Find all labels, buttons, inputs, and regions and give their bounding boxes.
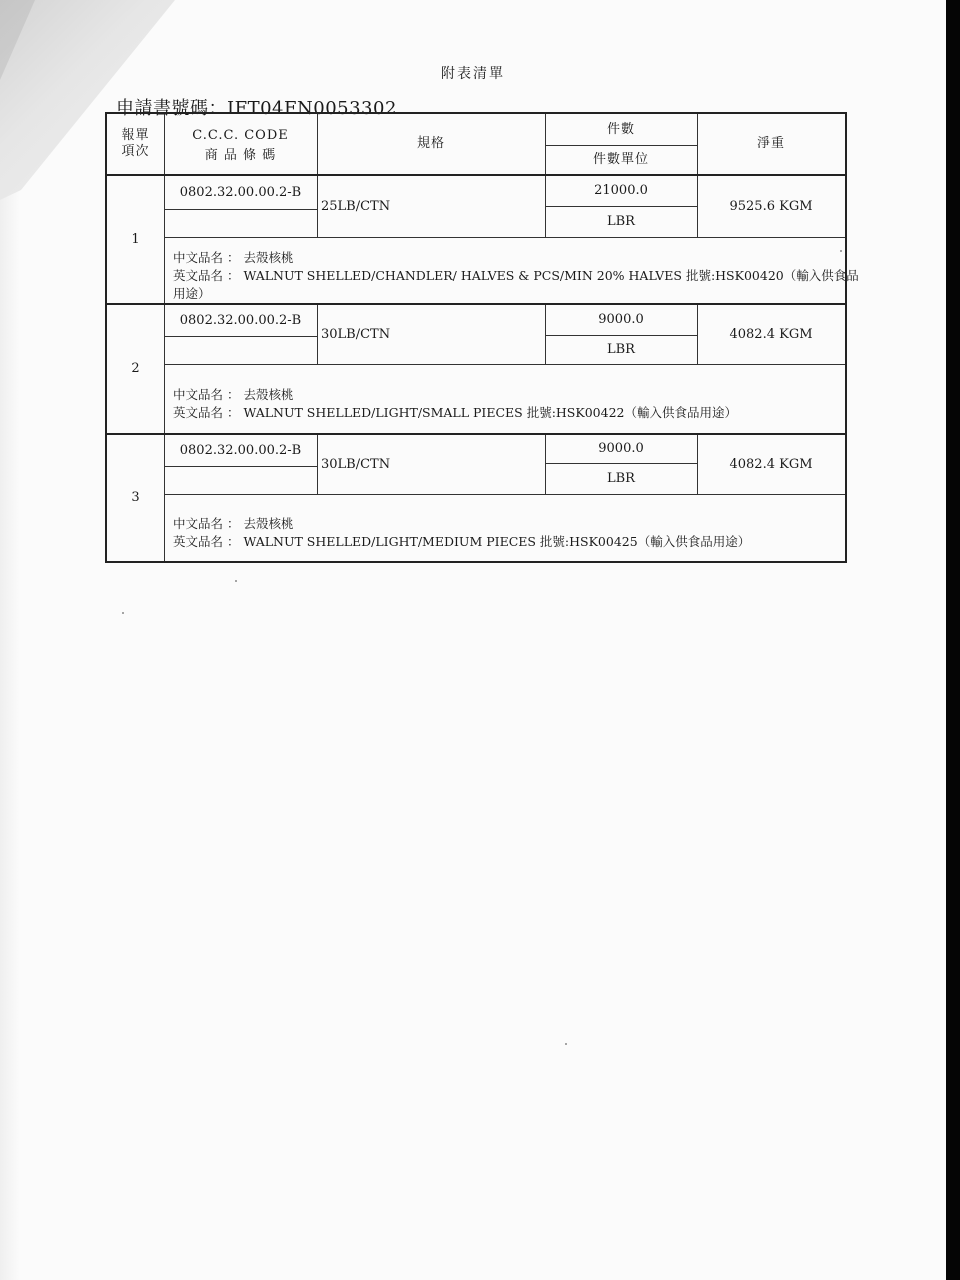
application-number-label: 申請書號碼： [116, 98, 227, 119]
en-name-label: 英文品名 ： [173, 534, 240, 549]
application-number: IFT04FN0053302 [227, 98, 397, 119]
header-spec: 規格 [416, 136, 445, 151]
row-goods-code [164, 466, 317, 494]
row-ccc-code: 0802.32.00.00.2-B [179, 312, 302, 328]
scan-shadow [0, 180, 20, 1280]
row-description [173, 249, 859, 303]
en-name: WALNUT SHELLED/LIGHT/MEDIUM PIECES 批號:HSK00425（輸入供食品用途） [243, 534, 751, 549]
row-quantity: 21000.0 [594, 183, 648, 198]
row-unit: LBR [607, 213, 635, 229]
row-spec: 30LB/CTN [321, 456, 391, 472]
cn-name-label: 中文品名 ： [173, 516, 240, 531]
header-net-weight: 淨重 [756, 136, 785, 151]
document-title: 附表清單 [441, 66, 505, 82]
scan-speck [235, 580, 237, 582]
header-quantity: 件數 [606, 121, 635, 137]
row-unit: LBR [607, 341, 635, 357]
row-description [173, 515, 750, 551]
row-description [173, 386, 737, 422]
row-item-no: 1 [131, 231, 140, 247]
header-ccc-code: C.C.C. CODE [192, 128, 289, 143]
row-net-weight: 4082.4 KGM [729, 326, 813, 342]
row-goods-code [164, 209, 317, 237]
header-item-no: 報單 項次 [121, 128, 150, 159]
header-quantity-unit: 件數單位 [592, 151, 649, 167]
row-net-weight: 9525.6 KGM [729, 198, 813, 214]
row-item-no: 2 [131, 361, 140, 376]
cn-name: 去殼核桃 [243, 387, 294, 402]
row-ccc-code: 0802.32.00.00.2-B [179, 442, 302, 458]
cn-name: 去殼核桃 [243, 250, 294, 265]
scan-speck [565, 1043, 567, 1045]
item-table [105, 112, 859, 563]
row-item-no: 3 [131, 490, 140, 505]
row-quantity: 9000.0 [598, 441, 644, 456]
scanner-edge [946, 0, 960, 1280]
row-unit: LBR [607, 470, 635, 486]
en-name-label: 英文品名 ： [173, 268, 240, 283]
cn-name-label: 中文品名 ： [173, 250, 240, 265]
cn-name-label: 中文品名 ： [173, 387, 240, 402]
row-spec: 30LB/CTN [321, 326, 391, 342]
header-goods-code: 商 品 條 碼 [204, 148, 277, 163]
row-net-weight: 4082.4 KGM [729, 456, 813, 472]
en-name: WALNUT SHELLED/LIGHT/SMALL PIECES 批號:HSK00422（輸入供食品用途） [243, 405, 737, 420]
en-name-label: 英文品名 ： [173, 405, 240, 420]
row-quantity: 9000.0 [598, 312, 644, 327]
row-spec: 25LB/CTN [321, 198, 391, 214]
row-ccc-code: 0802.32.00.00.2-B [179, 184, 302, 200]
cn-name: 去殼核桃 [243, 516, 294, 531]
en-name: WALNUT SHELLED/CHANDLER/ HALVES & PCS/MIN 20% HALVES 批號:HSK00420（輸入供食品 [243, 268, 859, 283]
row-goods-code [164, 336, 317, 364]
scan-speck [840, 250, 842, 252]
scan-speck [122, 612, 124, 614]
en-name-continued: 用途） [173, 286, 211, 301]
